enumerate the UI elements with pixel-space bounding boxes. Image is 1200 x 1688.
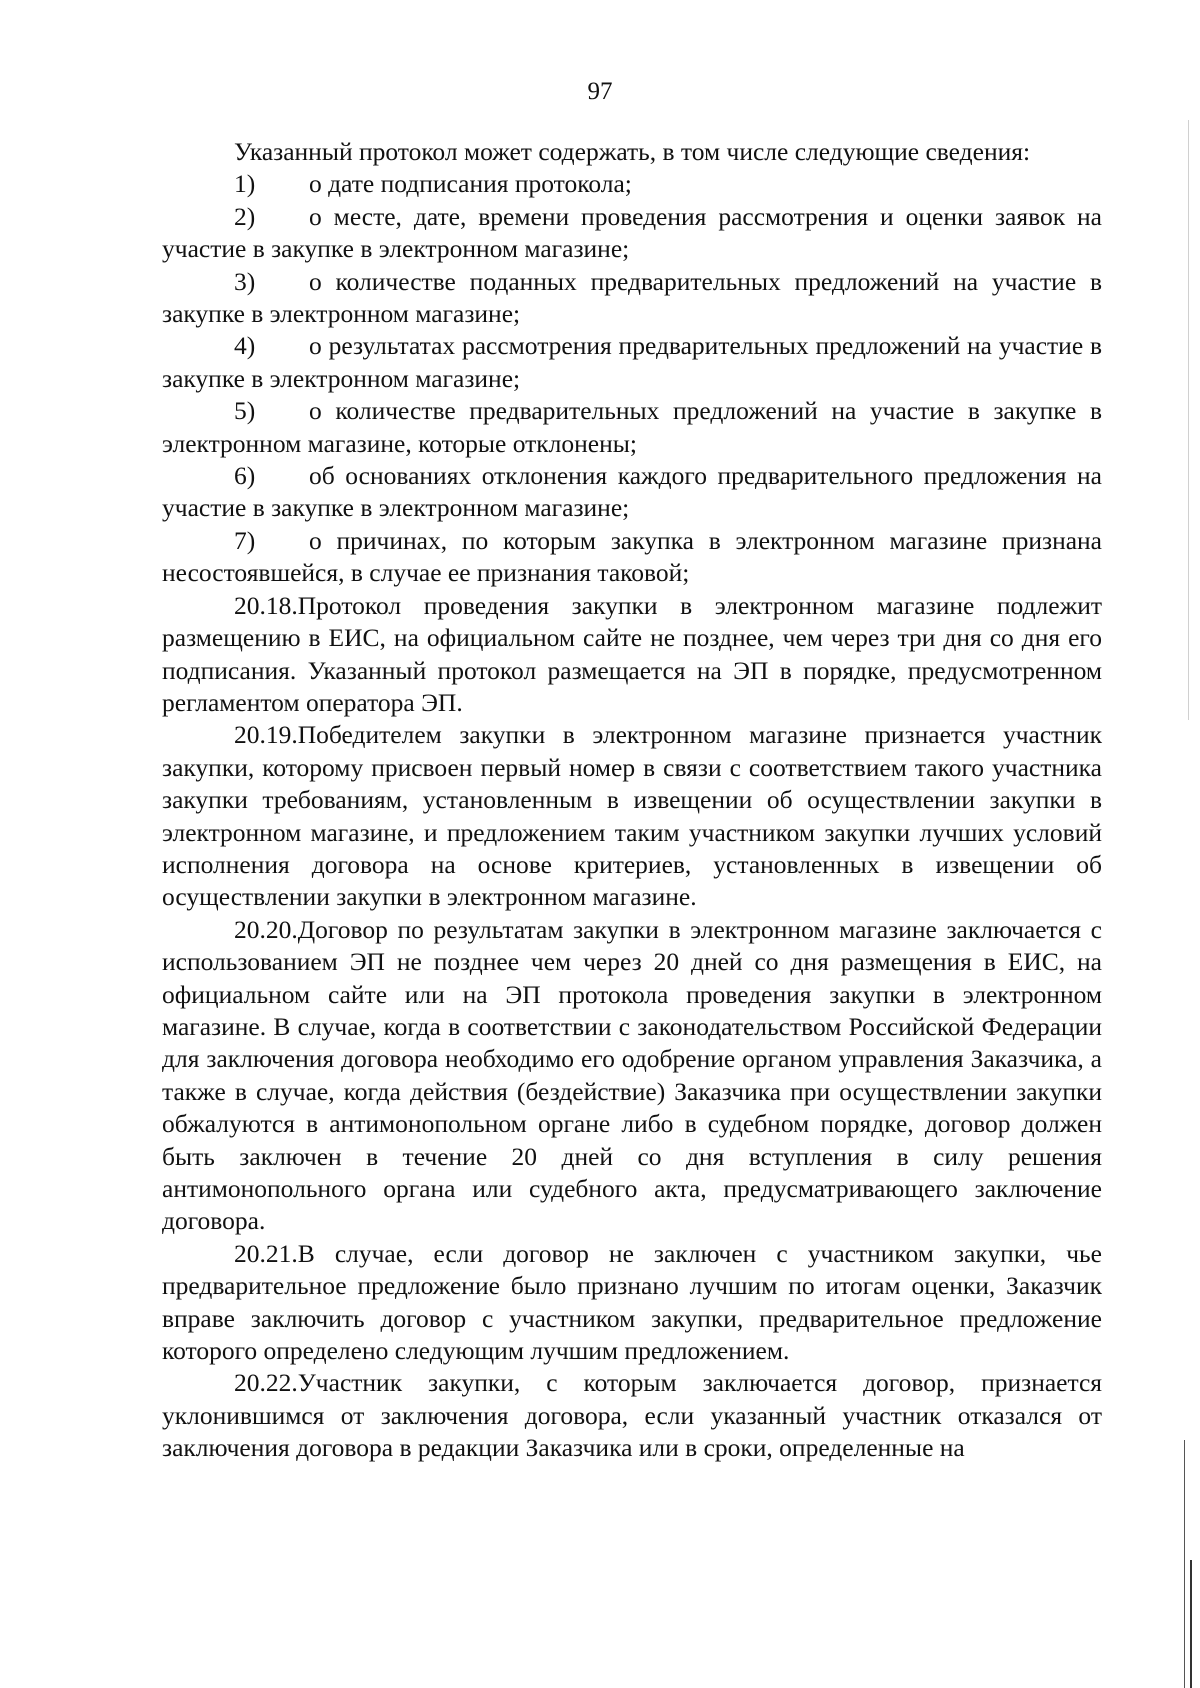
clause-20-20: 20.20.Договор по результатам закупки в электронном магазине заключается с использованием ЭП не позднее чем через 20 дней со дня размещения в ЕИС, на официальном сайте или на ЭП протокола проведения закупки в электронном магазине. В случае, когда в соответствии с законодательством Российской Федерации для заключения договора необходимо его одобрение органом управления Заказчика, а также в случае, когда действия (бездействие) Заказчика при осуществлении закупки обжалуются в антимонопольном органе либо в судебном порядке, договор должен быть заключен в течение 20 дней со дня вступления в силу решения антимонопольного органа или судебного акта, предусматривающего заключение договора.	[162, 914, 1102, 1236]
list-item-number: 1)	[234, 169, 256, 199]
list-item-text: о месте, дате, времени проведения рассмотрения и оценки заявок на участие в закупке в электронном магазине;	[162, 201, 1102, 264]
list-item	[162, 460, 1102, 525]
list-item	[162, 201, 1102, 266]
list-item-number: 6)	[234, 461, 256, 491]
list-item	[162, 395, 1102, 460]
scan-edge-line	[1188, 120, 1189, 720]
list-item-number: 2)	[234, 201, 256, 231]
clause-20-19: 20.19.Победителем закупки в электронном магазине признается участник закупки, которому присвоен первый номер в связи с соответствием такого участника закупки требованиям, установленным в извещении об осуществлении закупки в электронном магазине, и предложением таким участником закупки лучших условий исполнения договора на основе критериев, установленных в извещении об осуществлении закупки в электронном магазине.	[162, 720, 1102, 912]
list-item-text: о дате подписания протокола;	[309, 169, 632, 199]
list-item-text: о причинах, по которым закупка в электронном магазине признана несостоявшейся, в случае ее признания таковой;	[162, 525, 1102, 588]
list-item	[162, 525, 1102, 590]
list-item-number: 7)	[234, 525, 256, 555]
list-item-text: об основаниях отклонения каждого предварительного предложения на участие в закупке в электронном магазине;	[162, 461, 1102, 523]
list-item	[162, 168, 1102, 200]
clause-20-18: 20.18.Протокол проведения закупки в электронном магазине подлежит размещению в ЕИС, на официальном сайте не позднее, чем через три дня со дня его подписания. Указанный протокол размещается на ЭП в порядке, предусмотренном регламентом оператора ЭП.	[162, 590, 1102, 717]
list-item-number: 4)	[234, 331, 256, 361]
scan-edge-line	[1190, 1560, 1192, 1688]
scan-edge-line	[1184, 1440, 1185, 1688]
list-item-text: о результатах рассмотрения предварительных предложений на участие в закупке в электронном магазине;	[162, 331, 1102, 393]
clause-20-21: 20.21.В случае, если договор не заключен с участником закупки, чье предварительное предложение было признано лучшим по итогам оценки, Заказчик вправе заключить договор с участником закупки, предварительное предложение которого определено следующим лучшим предложением.	[162, 1238, 1102, 1366]
list-item	[162, 266, 1102, 331]
clause-20-22: 20.22.Участник закупки, с которым заключается договор, признается уклонившимся от заключения договора, если указанный участник отказался от заключения договора в редакции Заказчика или в сроки, определенные на	[162, 1368, 1102, 1463]
list-item-number: 5)	[234, 396, 256, 426]
list-item-number: 3)	[234, 266, 256, 296]
list-item-text: о количестве предварительных предложений на участие в закупке в электронном магазине, которые отклонены;	[162, 396, 1102, 458]
document-body	[162, 136, 1102, 1465]
page-number: 97	[587, 78, 613, 105]
list-item-text: о количестве поданных предварительных предложений на участие в закупке в электронном магазине;	[162, 266, 1102, 329]
intro-paragraph: Указанный протокол может содержать, в том числе следующие сведения:	[234, 137, 1031, 166]
list-item	[162, 330, 1102, 395]
